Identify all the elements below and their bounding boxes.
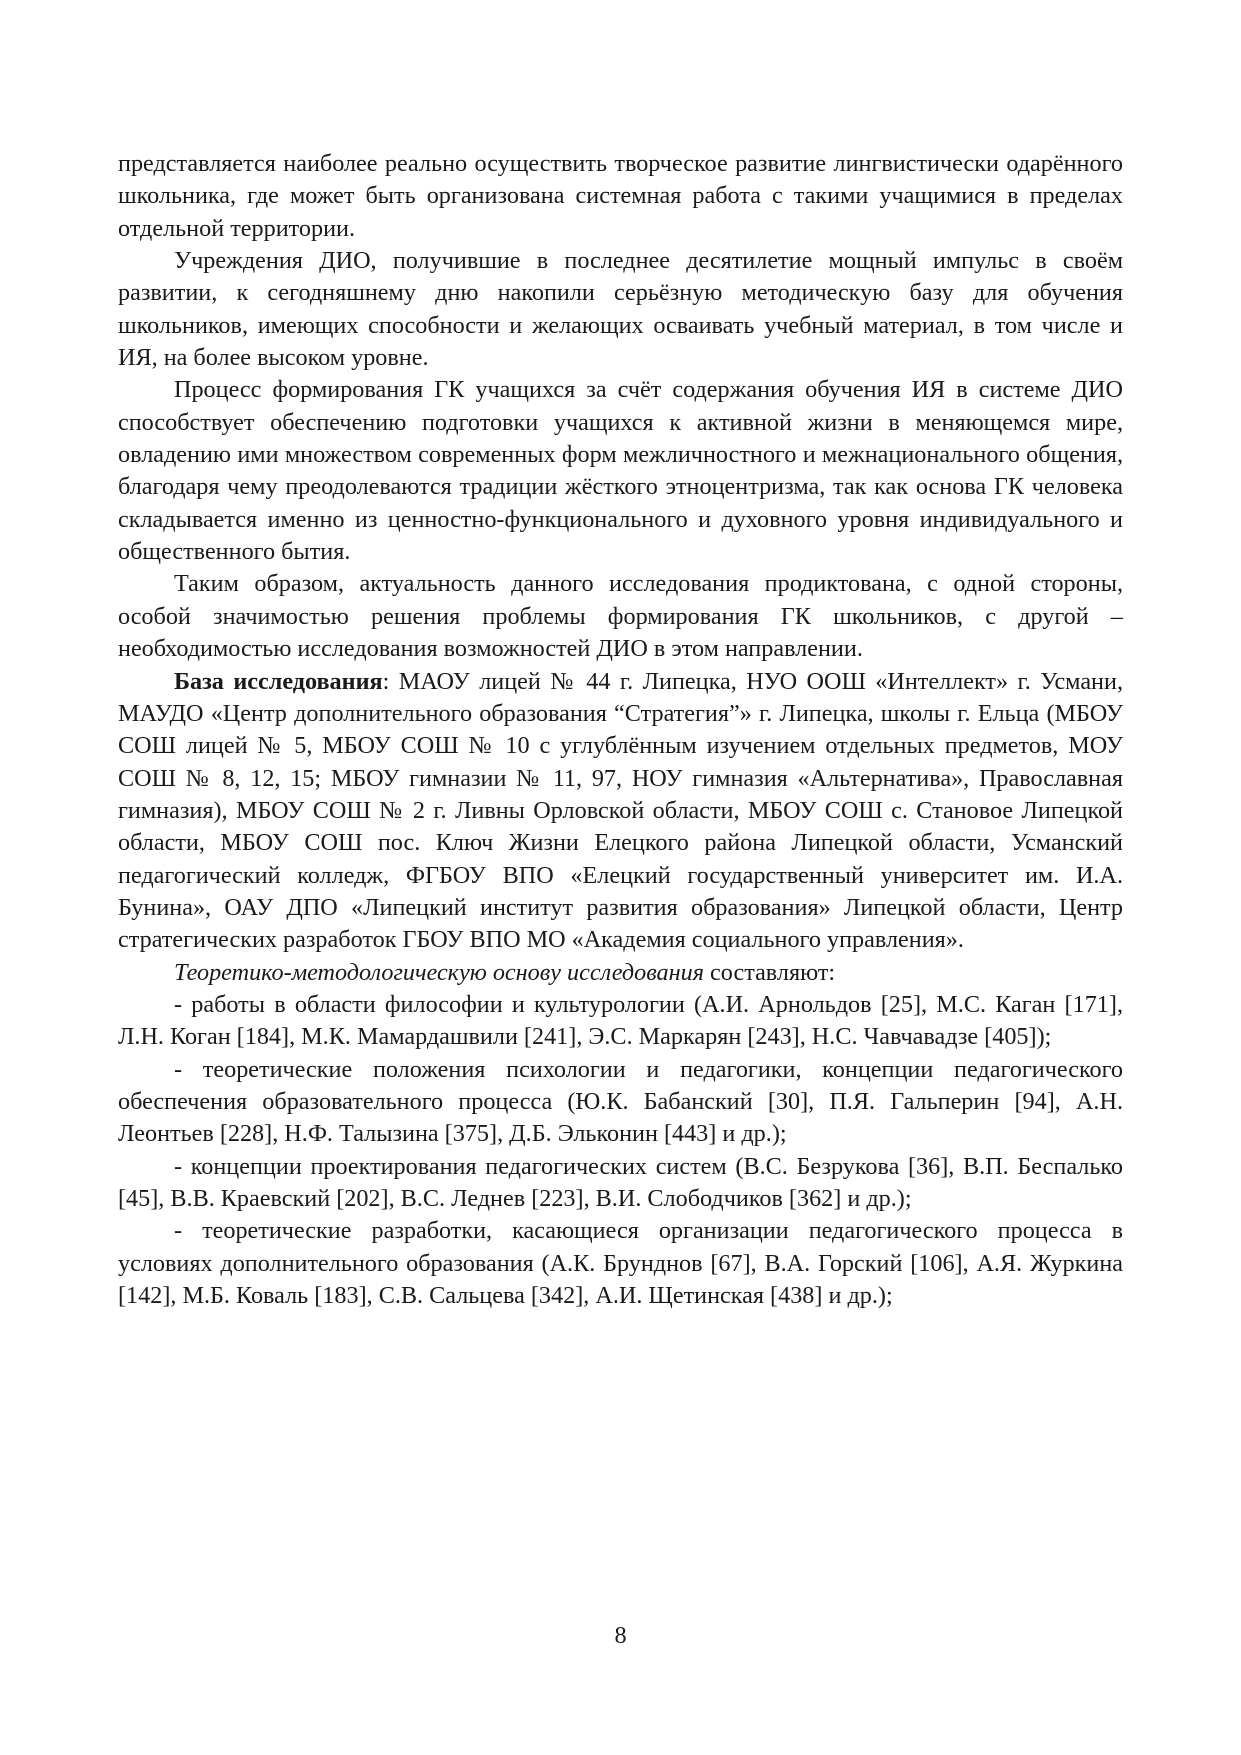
paragraph-text: Учреждения ДИО, получившие в последнее десятилетие мощный импульс в своём развитии, к сегодняшнему дню накопили серьёзную методическую базу для обучения школьников, имеющих способности и желающих осваивать учебный материал, в том числе и ИЯ, на более высоком уровне. [118,247,1123,372]
paragraph-dio-institutions [118,245,1123,374]
paragraph-text: составляют: [703,958,836,986]
paragraph-continuation [118,148,1123,245]
paragraph-text: Процесс формирования ГК учащихся за счёт содержания обучения ИЯ в системе ДИО способствует обеспечению подготовки учащихся к активной жизни в меняющемся мире, овладению ими множеством современных форм межличностного и межнационального общения, благодаря чему преодолеваются традиции жёсткого этноцентризма, так как основа ГК человека складывается именно из ценностно-функционального и духовного уровня индивидуального и общественного бытия. [118,376,1123,566]
paragraph-methodology-intro [118,957,1123,989]
paragraph-research-base [118,666,1123,957]
paragraph-text: представляется наиболее реально осуществить творческое развитие лингвистически одарённого школьника, где может быть организована системная работа с такими учащимися в пределах отдельной территории. [118,150,1123,242]
document-page [118,148,1123,1312]
list-item-additional-education [118,1215,1123,1312]
research-base-heading: База исследования [174,667,383,695]
list-item-philosophy [118,989,1123,1054]
list-item-system-design [118,1151,1123,1216]
paragraph-gk-formation [118,374,1123,568]
methodology-heading: Теоретико-методологическую основу исследования [174,958,704,986]
list-item-psychology [118,1054,1123,1151]
page-number: 8 [614,1622,627,1649]
paragraph-text: - концепции проектирования педагогических систем (В.С. Безрукова [36], В.П. Беспалько [45], В.В. Краевский [202], В.С. Леднев [223], В.И. Слободчиков [362] и др.); [118,1152,1123,1212]
paragraph-text: - теоретические разработки, касающиеся организации педагогического процесса в условиях дополнительного образования (А.К. Брунднов [67], В.А. Горский [106], А.Я. Журкина [142], М.Б. Коваль [183], С.В. Сальцева [342], А.И. Щетинская [438] и др.); [118,1217,1123,1310]
paragraph-text: : МАОУ лицей № 44 г. Липецка, НУО ООШ «Интеллект» г. Усмани, МАУДО «Центр дополнительного образования “Стратегия”» г. Липецка, школы г. Ельца (МБОУ СОШ лицей № 5, МБОУ СОШ № 10 с углублённым изучением отдельных предметов, МОУ СОШ № 8, 12, 15; МБОУ гимназии № 11, 97, НОУ гимназия «Альтернатива», Православная гимназия), МБОУ СОШ № 2 г. Ливны Орловской области, МБОУ СОШ с. Становое Липецкой области, МБОУ СОШ пос. Ключ Жизни Елецкого района Липецкой области, Усманский педагогический колледж, ФГБОУ ВПО «Елецкий государственный университет им. И.А. Бунина», ОАУ ДПО «Липецкий институт развития образования» Липецкой области, Центр стратегических разработок ГБОУ ВПО МО «Академия социального управления». [118,667,1123,954]
paragraph-relevance [118,568,1123,665]
paragraph-text: - работы в области философии и культурологии (А.И. Арнольдов [25], М.С. Каган [171], Л.Н. Коган [184], М.К. Мамардашвили [241], Э.С. Маркарян [243], Н.С. Чавчавадзе [405]); [118,990,1123,1051]
paragraph-text: Таким образом, актуальность данного исследования продиктована, с одной стороны, особой значимостью решения проблемы формирования ГК школьников, с другой – необходимостью исследования возможностей ДИО в этом направлении. [118,570,1123,663]
paragraph-text: - теоретические положения психологии и педагогики, концепции педагогического обеспечения образовательного процесса (Ю.К. Бабанский [30], П.Я. Гальперин [94], А.Н. Леонтьев [228], Н.Ф. Талызина [375], Д.Б. Эльконин [443] и др.); [118,1055,1123,1148]
